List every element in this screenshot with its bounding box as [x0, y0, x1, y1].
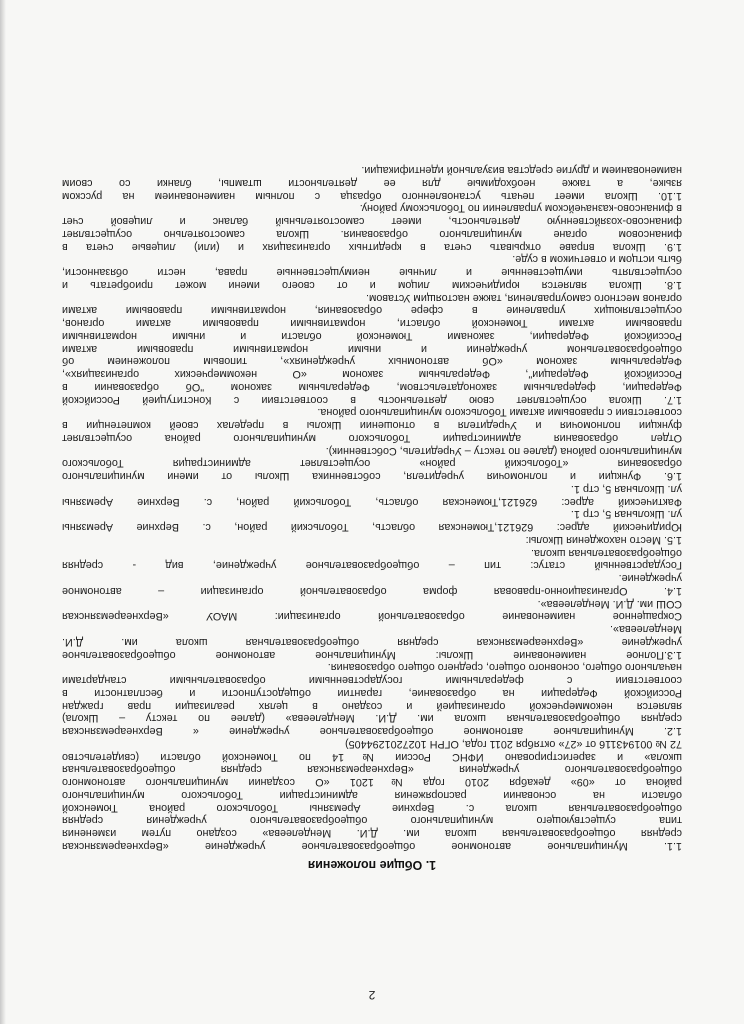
text-line: соответствии с правовыми актами Тобольского муниципального района.	[317, 406, 682, 419]
text-line: 1.3.Полное наименование Школы: Муниципальное автономное общеобразовательное	[62, 648, 682, 661]
text-line: школа» и зарегистрировано ИФНС России №14 по Тюменской области (свидетельство	[62, 750, 682, 763]
text-line: учреждение «Верхнеаремзянская средняя общеобразовательная школа им. Д.И.	[62, 636, 682, 648]
text-line: 72 № 001943116 от «27» октября 2011 года, ОГРН 1027201294405)	[344, 738, 682, 750]
text-line: начального общего, основного общего, среднего общего образования.	[327, 661, 682, 674]
text-line: общеобразовательном учреждении и иными нормативными правовыми актами	[62, 342, 682, 355]
text-line: правовыми актами Тюменской области, нормативными правовыми актами органов,	[62, 317, 682, 330]
text-line: 1.8. Школа является юридическим лицом и от своего имени может приобретать и	[62, 279, 682, 291]
text-line: осуществлять имущественные и личные неимущественные права, нести обязанности,	[62, 266, 682, 279]
text-line: осуществляющих управление в сфере образования, нормативными правовыми актами	[62, 304, 682, 317]
text-line: 1.4. Организационно-правовая форма образовательной организации – автономное	[62, 585, 682, 597]
text-line: Федерации, федеральным законодательством, Федеральным законом "Об образовании в	[62, 381, 682, 393]
text-line: типа существующего муниципального общеобразовательного учреждения средняя	[62, 814, 682, 827]
text-line: функции полномочия и Учредителя в отношении Школы в пределах своей компетенции в	[62, 419, 682, 432]
text-line: учреждение.	[618, 572, 682, 585]
text-line: ул. Школьная 5, стр 1.	[570, 483, 682, 495]
text-line: Отдел образования администрации Тобольского муниципального района осуществляет	[62, 432, 682, 444]
text-line: 1.7. Школа осуществляет свою деятельность в соответствии с Конституцией Российской	[62, 393, 682, 406]
text-line: района от «09» декабря 2010 года №1201 «О создании муниципального автономного	[62, 776, 682, 789]
text-line: Сокращенное наименование образовательной организации: МАОУ «Верхнеаремзянская	[62, 610, 682, 623]
text-line: ул. Школьная 5, стр 1.	[570, 508, 682, 521]
text-line: Российской Федерации, законами Тюменской области и иными нормативными	[62, 330, 682, 342]
body-text	[62, 164, 682, 853]
text-line: Российской Федерации на образование, гарантии общедоступности и бесплатности в	[62, 687, 682, 699]
text-line: соответствии с федеральными государственными образовательными стандартами	[62, 674, 682, 687]
text-line: области на основании распоряжения администрации Тобольского муниципального	[62, 789, 682, 801]
text-line: финансовом органе муниципального образования. Школа самостоятельно осуществляет	[62, 228, 682, 240]
text-line: Федеральным законом «Об автономных учреждениях», типовым положением об	[62, 355, 682, 368]
text-line: является некоммерческой организацией и создано в целях реализации прав граждан	[62, 699, 682, 712]
text-line: 1.6. Функции и полномочия учредителя, собственника Школы от имени муниципального	[62, 470, 682, 483]
text-line: Менделеева».	[610, 623, 682, 636]
text-line: быть истцом и ответчиком в суде.	[512, 253, 682, 266]
section-heading: 1. Общие положения	[307, 858, 437, 872]
text-line: 1.1. Муниципальное автономное общеобразовательное учреждение «Верхнеаремзянская	[62, 840, 682, 852]
text-line: средняя общеобразовательная школа им. Д.И. Менделеева» (далее по тексту – Школа)	[62, 712, 682, 725]
text-line: Юридический адрес: 626121,Тюменская область, Тобольский район, с. Верхние Аремзяны	[62, 521, 682, 534]
text-line: муниципального района (далее по тексту – Учредитель, Собственник).	[325, 444, 682, 457]
text-line: образования «Тобольский район» осуществляет администрация Тобольского	[62, 457, 682, 470]
text-line: в финансово-казначейском управлении по Тобольскому району.	[359, 202, 682, 215]
text-line: общеобразовательная школа с. Верхние Аремзяны Тобольского района Тюменской	[62, 801, 682, 814]
text-line: наименованием и другие средства визуальной идентификации.	[361, 164, 682, 177]
text-line: Государственный статус: тип – общеобразовательное учреждение, вид - средняя	[62, 559, 682, 572]
text-line: Российской Федерации", Федеральным законом «О некоммерческих организациях»,	[62, 368, 682, 381]
text-line: СОШ им. Д.И. Менделеева».	[537, 597, 682, 610]
page-number: 2	[368, 988, 376, 1002]
text-line: общеобразовательного учреждения «Верхнеаремзянская средняя общеобразовательная	[62, 763, 682, 776]
text-line: общеобразовательная школа.	[530, 546, 682, 559]
text-line: финансово-хозяйственную деятельность, имеет самостоятельный баланс и лицевой счет	[62, 215, 682, 228]
text-line: 1.2. Муниципальное автономное общеобразовательное учреждение « Верхнеаремзянская	[62, 725, 682, 738]
text-line: средняя общеобразовательная школа им. Д.И. Менделеева» создано путем изменения	[62, 827, 682, 840]
scan-edge	[0, 0, 6, 1024]
text-line: языке, а также необходимые для ее деятельности штампы, бланки со своим	[62, 177, 682, 189]
text-line: органов местного самоуправления, также настоящим Уставом.	[365, 291, 682, 304]
text-line: 1.5. Место нахождения Школы:	[525, 534, 682, 546]
text-line: 1.10. Школа имеет печать установленного образца с полным наименованием на русском	[62, 189, 682, 202]
text-line: 1.9. Школа вправе открывать счета в кредитных организациях и (или) лицевые счета в	[62, 240, 682, 253]
text-line: Фактический адрес: 626121,Тюменская область, Тобольский район, с. Верхние Аремзяны	[62, 495, 682, 508]
